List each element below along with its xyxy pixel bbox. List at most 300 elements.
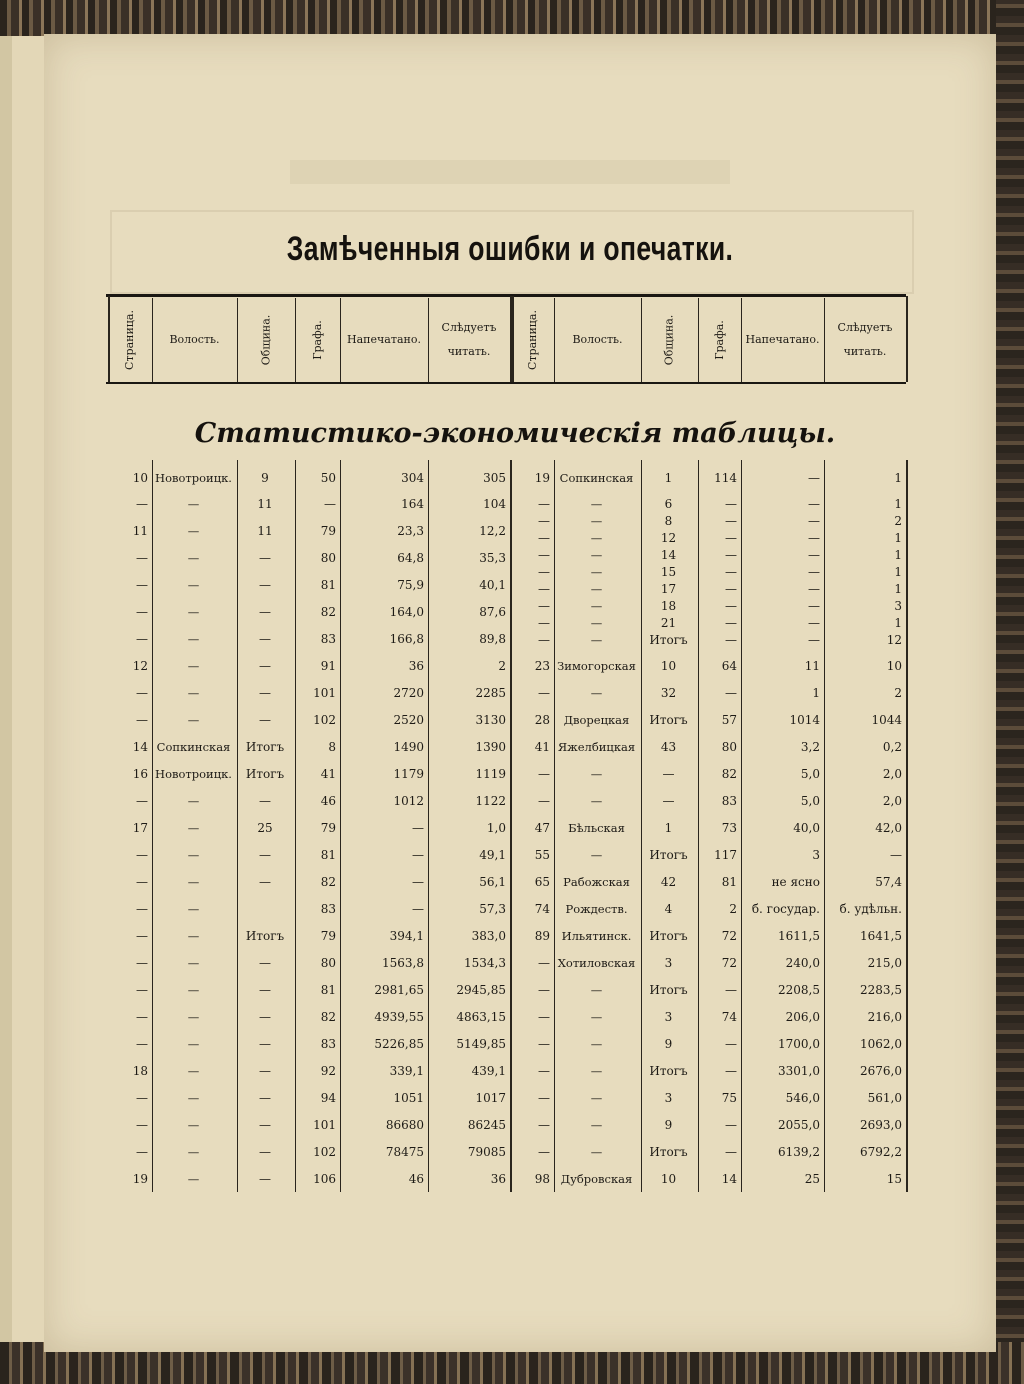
table-cell: — xyxy=(136,902,148,916)
table-cell: — xyxy=(136,551,148,565)
table-cell: 55 xyxy=(534,848,550,862)
table-cell: 75,9 xyxy=(397,578,424,592)
table-cell: 14 xyxy=(660,548,677,562)
table-cell: 164 xyxy=(401,497,424,511)
column-header-label: Волость. xyxy=(169,333,220,346)
table-cell: 82 xyxy=(721,767,737,781)
table-cell: 83 xyxy=(320,902,336,916)
table-cell: 10 xyxy=(132,471,148,485)
table-cell: б. удѣльн. xyxy=(839,902,902,916)
page-title: Замѣченныя ошибки и опечатки. xyxy=(286,230,734,268)
table-cell: — xyxy=(590,1010,603,1024)
table-cell: — xyxy=(187,1010,200,1024)
table-cell: — xyxy=(590,582,603,596)
table-cell: — xyxy=(538,616,550,630)
table-cell: 3130 xyxy=(475,713,506,727)
table-cell: 14 xyxy=(721,1172,737,1186)
table-cell: Итогъ xyxy=(649,713,688,727)
table-cell: 47 xyxy=(534,821,550,835)
table-cell: 1062,0 xyxy=(860,1037,902,1051)
column-rule xyxy=(510,460,512,1192)
column-rule xyxy=(237,460,238,1192)
table-cell: 1 xyxy=(894,471,902,485)
column-rule xyxy=(152,460,153,1192)
table-cell: — xyxy=(187,497,200,511)
table-cell: Сопкинская xyxy=(559,471,634,485)
table-cell: 106 xyxy=(313,1172,336,1186)
table-cell: 64 xyxy=(721,659,737,673)
table-cell: 2 xyxy=(894,514,902,528)
table-cell: 2283,5 xyxy=(860,983,902,997)
table-cell: — xyxy=(324,497,336,511)
column-rule xyxy=(340,460,341,1192)
table-cell: 2676,0 xyxy=(860,1064,902,1078)
table-cell: 2 xyxy=(894,686,902,700)
table-cell: 81 xyxy=(320,983,336,997)
table-cell: 43 xyxy=(660,740,677,754)
table-cell: 2285 xyxy=(475,686,506,700)
table-cell: 79 xyxy=(320,821,336,835)
column-header-label: Напечатано. xyxy=(745,333,820,346)
table-cell: — xyxy=(187,1064,200,1078)
table-cell: — xyxy=(590,1091,603,1105)
table-cell: 83 xyxy=(320,1037,336,1051)
table-cell: 72 xyxy=(721,956,737,970)
table-cell: 5149,85 xyxy=(456,1037,506,1051)
table-cell: 216,0 xyxy=(867,1010,902,1024)
table-cell: 94 xyxy=(320,1091,336,1105)
table-cell: 1 xyxy=(664,471,673,485)
table-cell: 1012 xyxy=(393,794,424,808)
table-cell: — xyxy=(538,1118,550,1132)
table-cell: 82 xyxy=(320,875,336,889)
table-cell: Ильятинск. xyxy=(561,929,632,943)
table-cell: — xyxy=(136,686,148,700)
table-cell: Итогъ xyxy=(649,983,688,997)
table-cell: — xyxy=(725,633,737,647)
table-cell: — xyxy=(136,929,148,943)
table-cell: 12,2 xyxy=(479,524,506,538)
table-cell: — xyxy=(259,551,271,565)
table-cell: 561,0 xyxy=(867,1091,902,1105)
column-rule xyxy=(295,460,296,1192)
table-cell: — xyxy=(725,1064,737,1078)
table-cell: — xyxy=(259,956,271,970)
table-cell: — xyxy=(259,875,271,889)
table-cell: 19 xyxy=(132,1172,148,1186)
table-cell: 1044 xyxy=(871,713,902,727)
table-cell: — xyxy=(136,1118,148,1132)
section-title: Статистико-экономическія таблицы. xyxy=(194,418,836,449)
table-cell: 4863,15 xyxy=(456,1010,506,1024)
table-cell: 46 xyxy=(408,1172,424,1186)
table-cell: — xyxy=(412,848,424,862)
table-cell: — xyxy=(187,551,200,565)
table-cell: 74 xyxy=(534,902,550,916)
table-cell: 2,0 xyxy=(882,794,902,808)
table-cell: — xyxy=(187,875,200,889)
table-cell: 80 xyxy=(320,551,336,565)
table-cell: 1 xyxy=(894,497,902,511)
table-cell: 1700,0 xyxy=(778,1037,820,1051)
table-cell: 206,0 xyxy=(785,1010,820,1024)
column-header-label: Графа. xyxy=(310,320,324,360)
table-cell: 1611,5 xyxy=(778,929,820,943)
table-cell: 35,3 xyxy=(479,551,506,565)
table-cell: — xyxy=(590,514,603,528)
table-cell: 304 xyxy=(401,471,424,485)
table-cell: 394,1 xyxy=(389,929,424,943)
table-cell: 2693,0 xyxy=(860,1118,902,1132)
table-cell: — xyxy=(136,632,148,646)
table-header-rule xyxy=(106,382,906,384)
table-cell: 25 xyxy=(257,821,273,835)
table-cell: 12 xyxy=(886,633,902,647)
table-cell: — xyxy=(590,1037,603,1051)
table-cell: — xyxy=(538,956,550,970)
table-cell: — xyxy=(136,1010,148,1024)
table-cell: Итогъ xyxy=(649,1064,688,1078)
table-cell: — xyxy=(136,875,148,889)
table-cell: 1390 xyxy=(475,740,506,754)
table-cell: — xyxy=(136,956,148,970)
table-cell: — xyxy=(538,599,550,613)
table-cell: — xyxy=(538,767,550,781)
table-cell: — xyxy=(187,794,200,808)
table-cell: 9 xyxy=(664,1118,673,1132)
table-cell: 4939,55 xyxy=(374,1010,424,1024)
table-cell: 1534,3 xyxy=(464,956,506,970)
table-cell: — xyxy=(136,605,148,619)
table-cell: 1641,5 xyxy=(860,929,902,943)
table-cell: Рабожская xyxy=(563,875,630,889)
table-cell: Дворецкая xyxy=(563,713,630,727)
table-cell: 49,1 xyxy=(479,848,506,862)
table-cell: — xyxy=(725,686,737,700)
table-cell: 383,0 xyxy=(471,929,506,943)
table-cell: 21 xyxy=(660,616,677,630)
table-cell: — xyxy=(187,1037,200,1051)
table-cell: — xyxy=(187,1145,200,1159)
table-cell: 3 xyxy=(664,956,673,970)
table-cell: 117 xyxy=(714,848,737,862)
table-cell: — xyxy=(259,794,271,808)
column-header-left-3 xyxy=(295,300,340,380)
table-cell: 1 xyxy=(894,582,902,596)
table-cell: — xyxy=(808,599,820,613)
table-cell: — xyxy=(136,497,148,511)
table-cell: 79 xyxy=(320,929,336,943)
table-cell: — xyxy=(187,1172,200,1186)
table-cell: 6139,2 xyxy=(778,1145,820,1159)
table-cell: — xyxy=(590,848,603,862)
column-rule xyxy=(428,460,429,1192)
table-cell: 1 xyxy=(894,548,902,562)
table-cell: Новотроицк. xyxy=(155,471,232,485)
table-cell: 1119 xyxy=(475,767,506,781)
table-cell: 10 xyxy=(660,659,677,673)
table-cell: 0,2 xyxy=(882,740,902,754)
table-cell: 12 xyxy=(660,531,677,545)
table-cell: — xyxy=(412,875,424,889)
table-cell: — xyxy=(136,848,148,862)
table-cell: 1,0 xyxy=(486,821,506,835)
table-cell: 215,0 xyxy=(867,956,902,970)
table-cell: 102 xyxy=(313,1145,336,1159)
table-cell: — xyxy=(259,686,271,700)
table-cell: — xyxy=(662,767,675,781)
bleed-through-text xyxy=(290,160,730,184)
table-cell: 1 xyxy=(894,531,902,545)
table-cell: — xyxy=(187,821,200,835)
table-cell: 1051 xyxy=(393,1091,424,1105)
table-cell: — xyxy=(136,713,148,727)
table-cell: — xyxy=(259,1172,271,1186)
table-cell: — xyxy=(590,1145,603,1159)
column-header-right-3 xyxy=(698,300,741,380)
column-header-left-0 xyxy=(108,300,152,380)
table-cell: — xyxy=(259,1118,271,1132)
table-cell: 2055,0 xyxy=(778,1118,820,1132)
table-cell: 87,6 xyxy=(479,605,506,619)
table-cell: 57,3 xyxy=(479,902,506,916)
table-cell: — xyxy=(590,565,603,579)
table-cell: — xyxy=(259,983,271,997)
column-rule xyxy=(698,460,699,1192)
table-cell: Рождеств. xyxy=(565,902,628,916)
table-cell: — xyxy=(187,1091,200,1105)
table-cell: 2,0 xyxy=(882,767,902,781)
table-cell: 6 xyxy=(664,497,673,511)
table-cell: — xyxy=(538,531,550,545)
table-cell: — xyxy=(890,848,902,862)
table-cell: — xyxy=(590,1064,603,1078)
table-cell: — xyxy=(538,983,550,997)
table-cell: 9 xyxy=(664,1037,673,1051)
table-cell: 18 xyxy=(660,599,677,613)
table-cell: — xyxy=(590,548,603,562)
column-header-label: Слѣдуетъ читать. xyxy=(837,321,893,358)
table-cell: — xyxy=(187,605,200,619)
table-cell: 2208,5 xyxy=(778,983,820,997)
table-cell: 42 xyxy=(660,875,677,889)
table-cell: — xyxy=(538,548,550,562)
table-cell: — xyxy=(538,582,550,596)
table-cell: 1179 xyxy=(393,767,424,781)
table-cell: 5226,85 xyxy=(374,1037,424,1051)
table-cell: 81 xyxy=(320,848,336,862)
table-cell: — xyxy=(136,578,148,592)
table-cell: — xyxy=(136,983,148,997)
table-cell: 81 xyxy=(320,578,336,592)
table-cell: — xyxy=(590,633,603,647)
table-cell: — xyxy=(538,1091,550,1105)
table-cell: 32 xyxy=(660,686,677,700)
column-header-label: Графа. xyxy=(712,320,726,360)
table-cell: — xyxy=(725,514,737,528)
table-cell: 79085 xyxy=(467,1145,506,1159)
table-cell: 36 xyxy=(408,659,424,673)
table-cell: Итогъ xyxy=(649,633,688,647)
table-cell: Итогъ xyxy=(649,848,688,862)
table-cell: 15 xyxy=(886,1172,902,1186)
table-cell: Сопкинская xyxy=(156,740,231,754)
table-cell: — xyxy=(808,616,820,630)
table-cell: 11 xyxy=(132,524,148,538)
table-cell: 86680 xyxy=(385,1118,424,1132)
table-cell: 41 xyxy=(320,767,336,781)
table-cell: — xyxy=(725,1037,737,1051)
table-cell: 91 xyxy=(320,659,336,673)
table-cell: — xyxy=(136,794,148,808)
table-cell: 2520 xyxy=(393,713,424,727)
table-cell: 83 xyxy=(320,632,336,646)
table-cell: 1014 xyxy=(789,713,820,727)
table-cell: 15 xyxy=(660,565,677,579)
table-cell: — xyxy=(725,1118,737,1132)
table-cell: 79 xyxy=(320,524,336,538)
table-cell: Итогъ xyxy=(245,740,285,754)
table-cell: 439,1 xyxy=(471,1064,506,1078)
table-cell: 9 xyxy=(261,471,269,485)
table-cell: — xyxy=(808,548,820,562)
table-cell: — xyxy=(259,578,271,592)
column-rule xyxy=(554,460,555,1192)
table-cell: — xyxy=(725,531,737,545)
table-cell: 42,0 xyxy=(875,821,902,835)
table-cell: 305 xyxy=(483,471,506,485)
table-cell: 17 xyxy=(660,582,677,596)
table-cell: 82 xyxy=(320,1010,336,1024)
table-cell: 1 xyxy=(812,686,820,700)
table-cell: 89 xyxy=(534,929,550,943)
table-cell: Зимогорская xyxy=(557,659,636,673)
table-cell: 73 xyxy=(721,821,737,835)
table-cell: 3 xyxy=(894,599,902,613)
table-cell: 101 xyxy=(313,1118,336,1132)
table-cell: 89,8 xyxy=(479,632,506,646)
table-cell: 166,8 xyxy=(389,632,424,646)
table-cell: 57 xyxy=(721,713,737,727)
table-cell: 19 xyxy=(534,471,550,485)
table-cell: 164,0 xyxy=(389,605,424,619)
column-header-right-2 xyxy=(641,300,698,380)
table-cell: 1 xyxy=(894,565,902,579)
table-cell: — xyxy=(725,582,737,596)
table-cell: 64,8 xyxy=(397,551,424,565)
table-cell: 10 xyxy=(886,659,902,673)
table-cell: 92 xyxy=(320,1064,336,1078)
table-cell: — xyxy=(725,983,737,997)
table-cell: — xyxy=(187,578,200,592)
table-top-rule xyxy=(106,294,906,297)
table-cell: — xyxy=(808,497,820,511)
table-cell: 1490 xyxy=(393,740,424,754)
table-cell: — xyxy=(808,565,820,579)
left-page-edge xyxy=(0,36,12,1356)
table-cell: Итогъ xyxy=(245,767,285,781)
table-cell: 46 xyxy=(320,794,336,808)
table-cell: — xyxy=(808,514,820,528)
column-rule xyxy=(741,460,742,1192)
table-cell: Итогъ xyxy=(245,929,285,943)
table-cell: — xyxy=(538,1010,550,1024)
table-cell: 5,0 xyxy=(800,794,820,808)
table-cell: — xyxy=(187,713,200,727)
table-cell: 40,1 xyxy=(479,578,506,592)
column-header-left-2 xyxy=(237,300,295,380)
table-cell: — xyxy=(590,794,603,808)
table-cell: — xyxy=(590,686,603,700)
table-cell: — xyxy=(590,767,603,781)
table-cell: 104 xyxy=(483,497,506,511)
table-cell: 6792,2 xyxy=(860,1145,902,1159)
table-cell: 2 xyxy=(498,659,506,673)
table-cell: 16 xyxy=(132,767,148,781)
table-cell: — xyxy=(590,1118,603,1132)
table-cell: — xyxy=(662,794,675,808)
table-cell: — xyxy=(590,599,603,613)
column-rule xyxy=(824,460,825,1192)
table-cell: 74 xyxy=(721,1010,737,1024)
table-cell: 4 xyxy=(664,902,673,916)
table-cell: — xyxy=(259,848,271,862)
table-cell: — xyxy=(187,1118,200,1132)
table-cell: 14 xyxy=(132,740,148,754)
table-cell: 72 xyxy=(721,929,737,943)
table-cell: — xyxy=(725,599,737,613)
table-cell: — xyxy=(538,633,550,647)
table-cell: 81 xyxy=(721,875,737,889)
table-cell: Дубровская xyxy=(560,1172,633,1186)
table-cell: 12 xyxy=(132,659,148,673)
table-cell: 2981,65 xyxy=(374,983,424,997)
table-cell: — xyxy=(187,848,200,862)
table-cell: — xyxy=(187,902,200,916)
table-cell: 57,4 xyxy=(875,875,902,889)
column-rule xyxy=(906,460,908,1192)
table-cell: 17 xyxy=(132,821,148,835)
table-cell: — xyxy=(259,1010,271,1024)
table-cell: — xyxy=(808,633,820,647)
table-cell: — xyxy=(538,686,550,700)
table-cell: 28 xyxy=(534,713,550,727)
column-header-label: Слѣдуетъ читать. xyxy=(441,321,497,358)
table-cell: 8 xyxy=(664,514,673,528)
table-cell: 23 xyxy=(534,659,550,673)
table-cell: 3301,0 xyxy=(778,1064,820,1078)
table-cell: — xyxy=(725,565,737,579)
table-cell: 8 xyxy=(328,740,336,754)
table-cell: — xyxy=(538,1145,550,1159)
table-cell: 10 xyxy=(660,1172,677,1186)
table-cell: — xyxy=(136,1037,148,1051)
table-cell: — xyxy=(808,471,820,485)
column-header-right-5 xyxy=(824,300,906,380)
table-cell: 78475 xyxy=(385,1145,424,1159)
table-cell: 82 xyxy=(320,605,336,619)
table-cell: — xyxy=(590,531,603,545)
table-cell: — xyxy=(259,659,271,673)
table-cell: — xyxy=(259,1145,271,1159)
table-cell: — xyxy=(187,956,200,970)
table-cell: — xyxy=(187,929,200,943)
column-header-label: Страница. xyxy=(526,310,539,370)
table-cell: — xyxy=(808,531,820,545)
table-cell: 83 xyxy=(721,794,737,808)
table-cell: — xyxy=(187,632,200,646)
table-cell: б. государ. xyxy=(751,902,820,916)
